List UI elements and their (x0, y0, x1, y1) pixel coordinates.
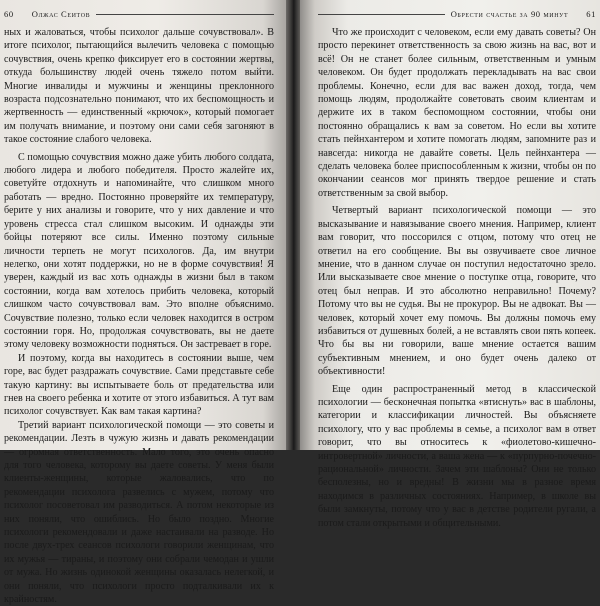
right-page-text (318, 26, 596, 530)
right-page (300, 0, 600, 529)
left-running-head-title: Олжас Сеитов (31, 9, 91, 19)
left-running-head (4, 8, 274, 20)
right-running-head-title: Обрести счастье за 90 минут (450, 9, 569, 19)
left-paragraph: ных и жаловаться, чтобы психолог дальше сочувствовал». В итоге психолог, пытающийся вылечить человека с помощью сочувствия, очень крепко фиксирует его в состоянии жертвы, откуда большинству людей очень тяжело потом выйти. Многие инвалиды и мужчины и женщины преклонного возраста подсознательно понимают, что их беспомощность и жертвенность — единственный «крючок», который помогает им получать внимание, и поэтому они сами себя загоняют в такое состояние слабого человека. (4, 27, 274, 146)
left-paragraph: Третий вариант психологической помощи — это советы и рекомендации. Лезть в чужую жизнь и давать рекомендации — огромная ответственность. Мало того, это очень опасно для того человека, которому вы даете советы. У меня были клиенты-женщины, которые жаловались, что по рекомендации психолога развелись с мужем, потому что психолог посоветовал им разводиться. А потом некоторые из них поняли, что ошиблись. Но было поздно. Многие психологи рекомендовали и даже настаивали на разводе. Но после двух-трех сеансов психологи говорили женщинам, что их мужья — тираны, и поэтому они собрали чемодан и ушли от мужа. Но жизнь одинокой женщины оказалась нелегкой, и они поняли, что психологи просто подталкивали их к крайностям. (4, 419, 274, 606)
left-paragraph: И поэтому, когда вы находитесь в состоянии выше, чем горе, вас будет раздражать сочувствие. Сами представьте себе такую картину: вы испытываете боль от предательства или гнев на своего ребенка и хотите от этого избавиться. А тут вам психолог сочувствует. Как вам такая картина? (4, 352, 274, 418)
left-page (0, 0, 286, 606)
left-page-number: 60 (4, 9, 14, 19)
book-gutter (286, 0, 300, 450)
right-running-head (318, 8, 596, 20)
right-page-number: 61 (586, 9, 596, 19)
right-paragraph: Еще один распространенный метод в классической психологии — бесконечная попытка «втиснуть» вас в шаблоны, категории и классификации личностей. Вы объясняете психологу, что у вас проблемы в семье, а психолог вам в ответ говорит, что вы относитесь к «фиолетово-кишечно-интровертной» личности, а ваша жена — к «пурпурно-почечно-рациональной» личности. Зачем эти шаблоны? Они не только бесполезны, но и вредны! В жизни мы в разное время находимся в различных состояниях. Например, в школе вы были замкнуты, потому что у вас в детстве родители ругали, а потом стали открытыми и общительными. (318, 383, 596, 529)
right-paragraph: Четвертый вариант психологической помощи — это высказывание и навязывание своего мнения. Например, клиент вам говорит, что поссорился с отцом, потому что отец не ответил на его сообщение. Вы вы озвучиваете свое личное мнение, что в данном случае он поступил недостаточно зрело. Или высказываете свое мнение о поступке отца, говорите, что отец был неправ. И это абсолютно неправильно! Почему? Потому что вы не судья. Вы не прокурор. Вы не адвокат. Вы — человек, который хочет ему помочь. Вы должны помочь ему избавиться от душевных болей, а не вставлять свои пять копеек. Что бы вы ни говорили, ваше мнение остается вашим субъективным мнением, и оно будет очень далеко от объективности! (318, 205, 596, 378)
right-paragraph: Что же происходит с человеком, если ему давать советы? Он просто перекинет ответственность за свою жизнь на вас, вот и всё! Он не станет более сильным, ответственным и умным человеком. Он будет продолжать перекладывать на вас свои проблемы. Конечно, если для вас важен доход, тогда, чем помощь людям, продолжайте советовать своим клиентам и держите их в таком беспомощном состоянии, чтобы они постоянно обращались к вам за советом. Но если вы хотите стать пейнхантером и хотите помогать людям, запомните раз и навсегда: никогда не давайте советы. Цель пейнхантера — сделать человека более приспособленным к жизни, чтобы он по окончании сеансов мог принять твердое решение и стать ответственным за свой выбор. (318, 27, 596, 199)
left-head-rule (96, 14, 274, 15)
right-head-rule (318, 14, 445, 15)
left-page-text (4, 26, 274, 606)
left-paragraph: С помощью сочувствия можно даже убить любого солдата, любого лидера и любого победителя. Просто жалейте их, советуйте отдохнуть и напоминайте, что слишком много работать — вредно. Постоянно проверяйте их температуру, берите у них анализы и говорите, что у них давление и что уровень стресса стал слишком высоким. И однажды эти бойцы потеряют все силы. Именно поэтому сильные личности терпеть не могут психологов. Да, им внутри нелегко, они хотят поддержки, но не в форме сочувствия! Я уверен, каждый из вас хоть однажды в жизни был в таком состоянии, когда вам хотелось прибить человека, который слишком часто сочувствовал вам. Это вполне объяснимо. Сочувствие полезно, только если человек находится в остром состоянии горя. Но, продолжая сочувствовать, вы не даете этому человеку возможности подняться. Он застревает в горе. (4, 151, 274, 351)
